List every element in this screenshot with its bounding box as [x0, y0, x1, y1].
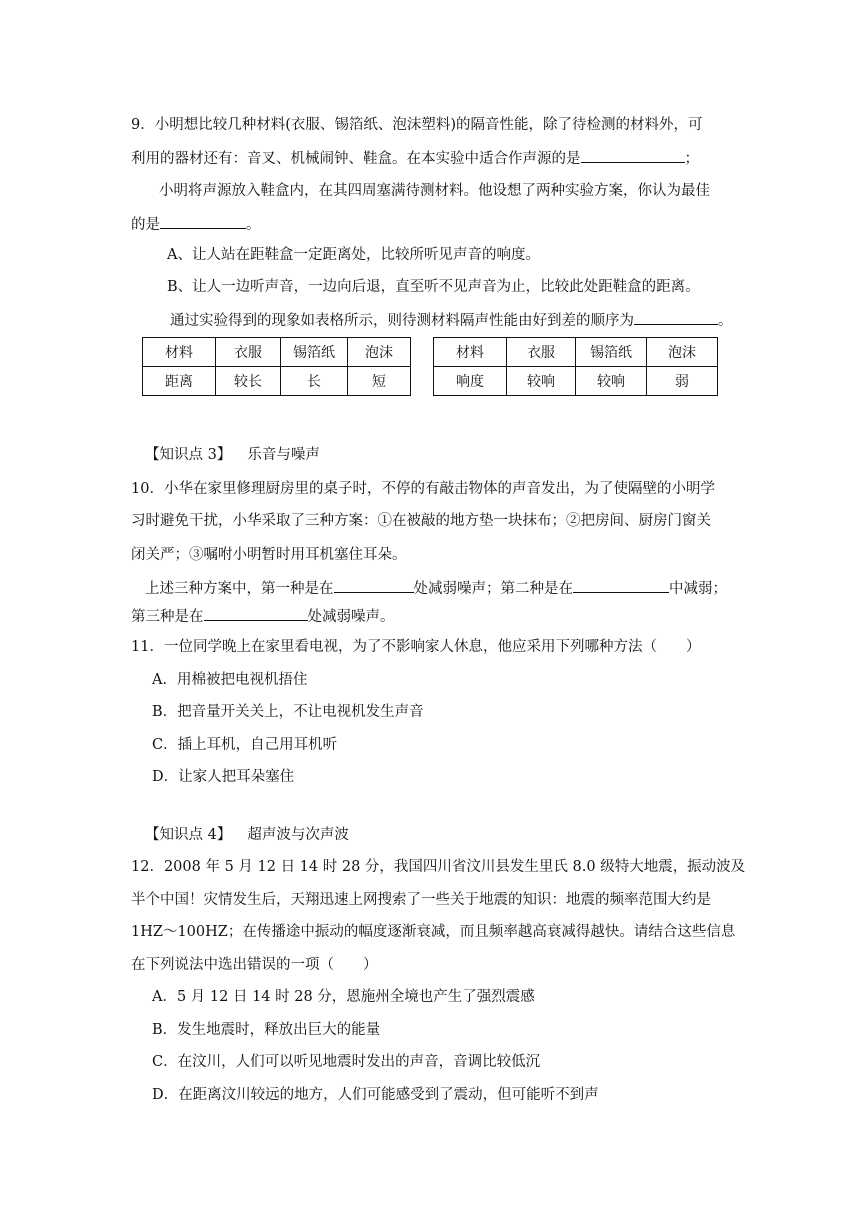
q10-line-2: 习时避免干扰，小华采取了三种方案：①在被敲的地方垫一块抹布；②把房间、厨房门窗关 [131, 513, 711, 529]
knowledge-point-3-topic: 乐音与噪声 [247, 447, 320, 463]
q9-line-4-end: 。 [246, 217, 261, 233]
q12-option-d: D．在距离汶川较远的地方，人们可能感受到了震动，但可能听不到声 [152, 1087, 599, 1103]
q11-option-d: D．让家人把耳朵塞住 [152, 769, 295, 785]
q9-best-plan-blank[interactable] [160, 213, 246, 229]
q9-line-7-text: 通过实验得到的现象如表格所示，则待测材料隔声性能由好到差的顺序为 [170, 313, 634, 329]
experiment-table [142, 337, 718, 396]
q10-line-4-text-b: 处减弱噪声；第二种是在 [413, 581, 573, 597]
q9-line-2-text: 利用的器材还有：音叉、机械闹钟、鞋盒。在本实验中适合作声源的是 [131, 151, 581, 167]
q12-option-b: B．发生地震时，释放出巨大的能量 [152, 1022, 381, 1038]
q9-line-4-text: 的是 [131, 217, 160, 233]
q12-line-3: 1HZ～100HZ；在传播途中振动的幅度逐渐衰减，而且频率越高衰减得越快。请结合这些信息 [131, 924, 736, 940]
q9-line-2-end: ； [684, 151, 699, 167]
q11-option-a: A．用棉被把电视机捂住 [152, 672, 308, 688]
q12-option-c: C．在汶川，人们可以听见地震时发出的声音，音调比较低沉 [152, 1054, 541, 1070]
table-cell: 长 [281, 367, 348, 396]
q11-option-b: B．把音量开关关上，不让电视机发生声音 [152, 704, 424, 720]
q9-line-2 [131, 147, 699, 169]
q9-line-1: 9．小明想比较几种材料(衣服、锡箔纸、泡沫塑料)的隔音性能，除了待检测的材料外，可 [131, 117, 703, 133]
q10-line-5-text-a: 第三种是在 [131, 609, 204, 625]
q10-line-5 [131, 605, 395, 627]
table-cell: 泡沫 [348, 338, 411, 367]
q10-line-4 [145, 577, 727, 599]
q10-line-1: 10．小华在家里修理厨房里的桌子时，不停的有敲击物体的声音发出，为了使隔壁的小明学 [131, 481, 715, 497]
q12-line-4: 在下列说法中选出错误的一项（ ） [131, 957, 378, 973]
table-cell: 短 [348, 367, 411, 396]
q12-option-a: A．5 月 12 日 14 时 28 分，恩施州全境也产生了强烈震感 [152, 989, 535, 1005]
q12-line-1: 12．2008 年 5 月 12 日 14 时 28 分，我国四川省汶川县发生里氏 8.0 级特大地震，振动波及 [131, 859, 746, 875]
q10-line-5-text-b: 处减弱噪声。 [307, 609, 395, 625]
table-cell: 较响 [507, 367, 576, 396]
table-cell: 弱 [647, 367, 718, 396]
q10-second-blank[interactable] [573, 577, 669, 593]
table-cell: 锡箔纸 [576, 338, 647, 367]
q10-line-4-text-a: 上述三种方案中，第一种是在 [145, 581, 334, 597]
q10-line-3: 闭关严；③嘱咐小明暂时用耳机塞住耳朵。 [131, 547, 407, 563]
q9-line-4 [131, 213, 261, 235]
knowledge-point-3-heading [145, 445, 320, 465]
q9-option-b: B、让人一边听声音，一边向后退，直至听不见声音为止，比较此处距鞋盒的距离。 [167, 279, 700, 295]
q9-line-7 [170, 309, 733, 331]
table-cell: 较响 [576, 367, 647, 396]
knowledge-point-4-topic: 超声波与次声波 [247, 827, 349, 843]
table-gap [411, 338, 434, 367]
table-cell: 泡沫 [647, 338, 718, 367]
table-cell: 距离 [143, 367, 216, 396]
q9-line-3: 小明将声源放入鞋盒内，在其四周塞满待测材料。他设想了两种实验方案，你认为最佳 [159, 183, 710, 199]
knowledge-point-4-heading [145, 825, 349, 845]
table-row [143, 338, 718, 367]
q11-option-c: C．插上耳机，自己用耳机听 [152, 737, 338, 753]
table-row [143, 367, 718, 396]
q12-line-2: 半个中国！灾情发生后，天翔迅速上网搜索了一些关于地震的知识：地震的频率范围大约是 [131, 892, 711, 908]
table-cell: 衣服 [216, 338, 281, 367]
table-cell: 材料 [434, 338, 507, 367]
q9-order-blank[interactable] [634, 309, 718, 325]
q9-line-7-end: 。 [718, 313, 733, 329]
table-cell: 锡箔纸 [281, 338, 348, 367]
table-cell: 响度 [434, 367, 507, 396]
q11-stem: 11．一位同学晚上在家里看电视，为了不影响家人休息，他应采用下列哪种方法（ ） [131, 639, 701, 655]
q10-third-blank[interactable] [204, 605, 308, 621]
table-gap [411, 367, 434, 396]
q9-option-a: A、让人站在距鞋盒一定距离处，比较所听见声音的响度。 [167, 247, 540, 263]
table-cell: 材料 [143, 338, 216, 367]
q9-sound-source-blank[interactable] [581, 147, 685, 163]
table-cell: 衣服 [507, 338, 576, 367]
table-cell: 较长 [216, 367, 281, 396]
knowledge-point-4-label: 【知识点 4】 [145, 827, 232, 843]
knowledge-point-3-label: 【知识点 3】 [145, 447, 232, 463]
q10-first-blank[interactable] [334, 577, 414, 593]
q10-line-4-text-c: 中减弱； [669, 581, 727, 597]
